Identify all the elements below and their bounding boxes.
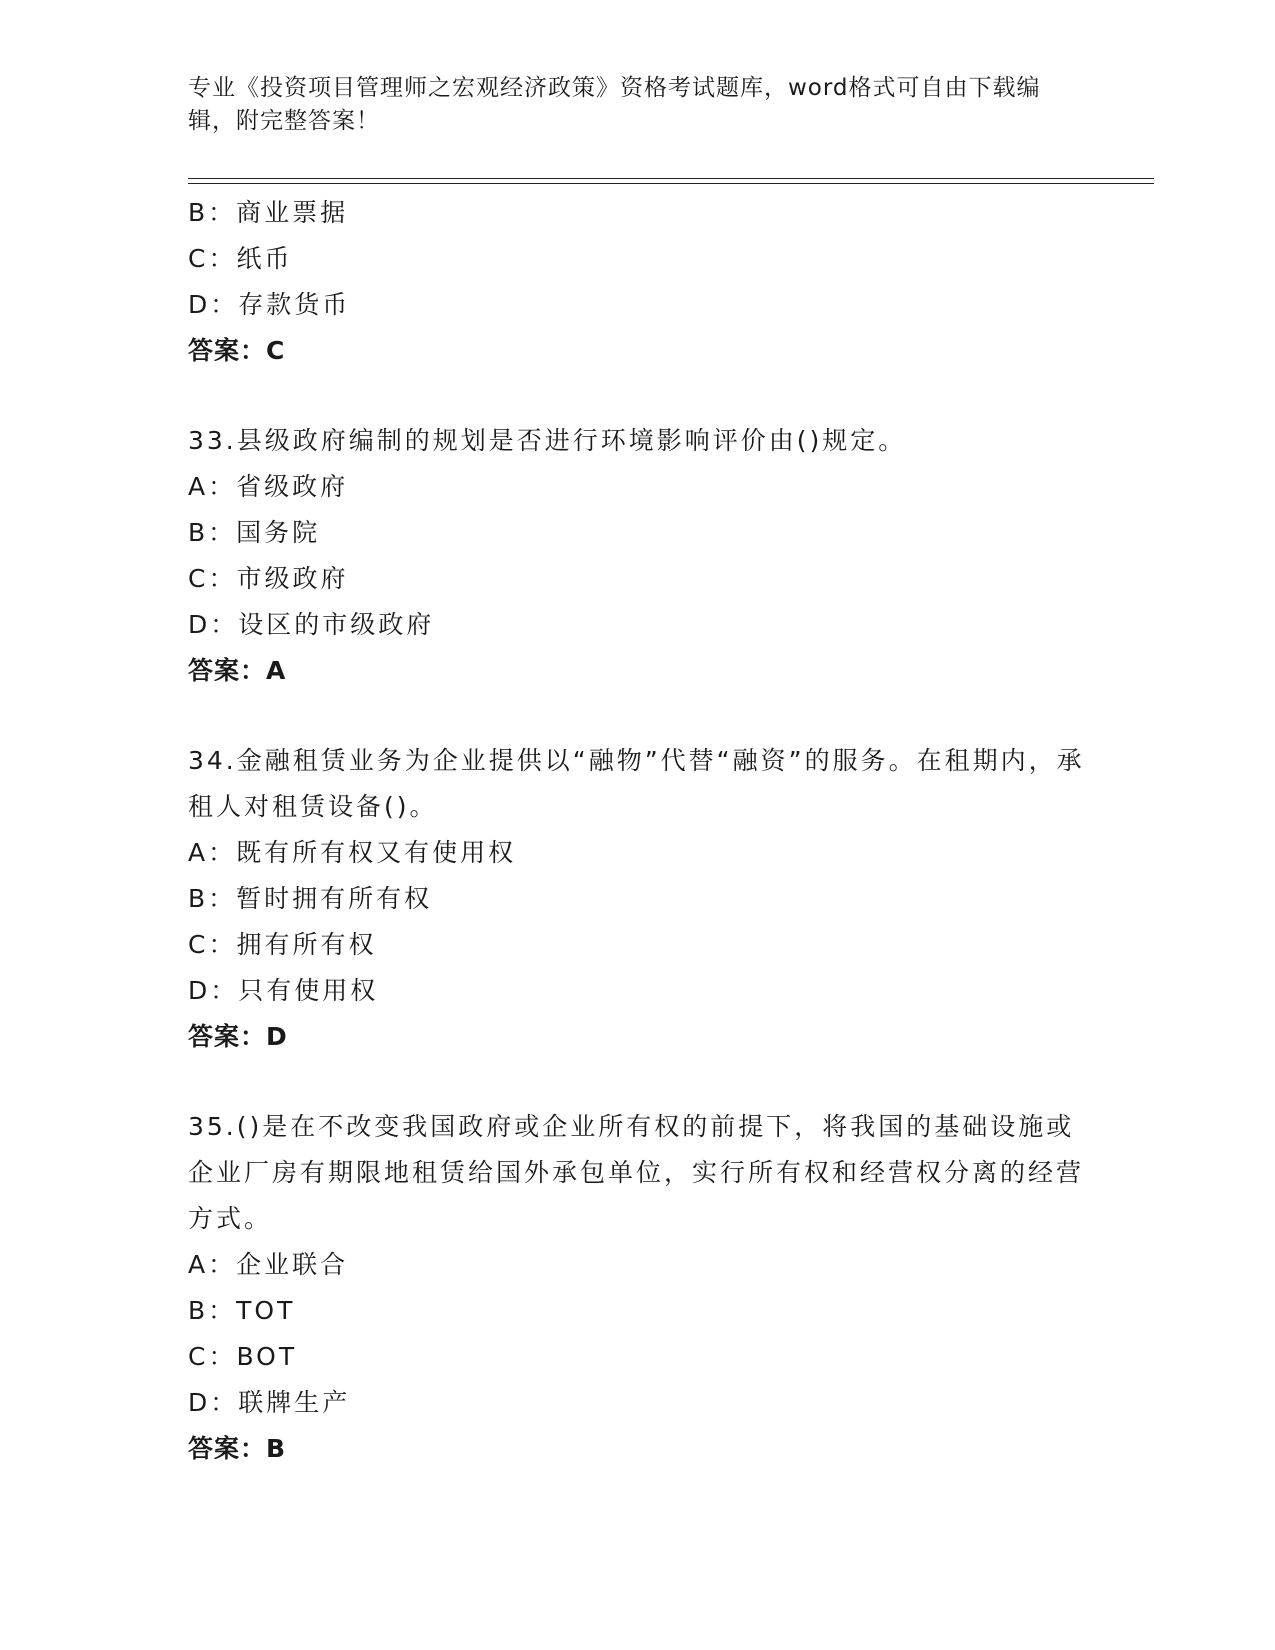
answer-line: 答案：B <box>188 1434 287 1463</box>
header-divider <box>188 178 1154 184</box>
option-c: C：纸币 <box>188 244 293 273</box>
question-text: 35.()是在不改变我国政府或企业所有权的前提下，将我国的基础设施或企业厂房有期限地租赁给国外承包单位，实行所有权和经营权分离的经营方式。 <box>188 1112 1085 1233</box>
option-a: A：省级政府 <box>188 472 349 501</box>
option-c: C：市级政府 <box>188 564 349 593</box>
option-b: B：TOT <box>188 1296 296 1325</box>
question-32-continuation <box>188 190 1088 374</box>
option-d: D：设区的市级政府 <box>188 610 435 639</box>
option-d: D：联牌生产 <box>188 1388 351 1417</box>
question-list <box>188 190 1088 1472</box>
answer-line: 答案：C <box>188 336 286 365</box>
option-a: A：既有所有权又有使用权 <box>188 838 517 867</box>
question-33 <box>188 418 1088 694</box>
question-35 <box>188 1104 1088 1472</box>
page-header: 专业《投资项目管理师之宏观经济政策》资格考试题库，word格式可自由下载编辑，附完整答案！ <box>188 75 1041 134</box>
option-c: C：BOT <box>188 1342 298 1371</box>
option-b: B：暂时拥有所有权 <box>188 884 433 913</box>
option-d: D：只有使用权 <box>188 976 379 1005</box>
question-text: 33.县级政府编制的规划是否进行环境影响评价由()规定。 <box>188 426 907 455</box>
question-text: 34.金融租赁业务为企业提供以“融物”代替“融资”的服务。在租期内，承租人对租赁设备()。 <box>188 746 1085 821</box>
answer-line: 答案：A <box>188 656 287 685</box>
question-34 <box>188 738 1088 1060</box>
option-b: B：商业票据 <box>188 198 349 227</box>
option-a: A：企业联合 <box>188 1250 349 1279</box>
option-c: C：拥有所有权 <box>188 930 377 959</box>
option-d: D：存款货币 <box>188 290 351 319</box>
answer-line: 答案：D <box>188 1022 288 1051</box>
option-b: B：国务院 <box>188 518 321 547</box>
